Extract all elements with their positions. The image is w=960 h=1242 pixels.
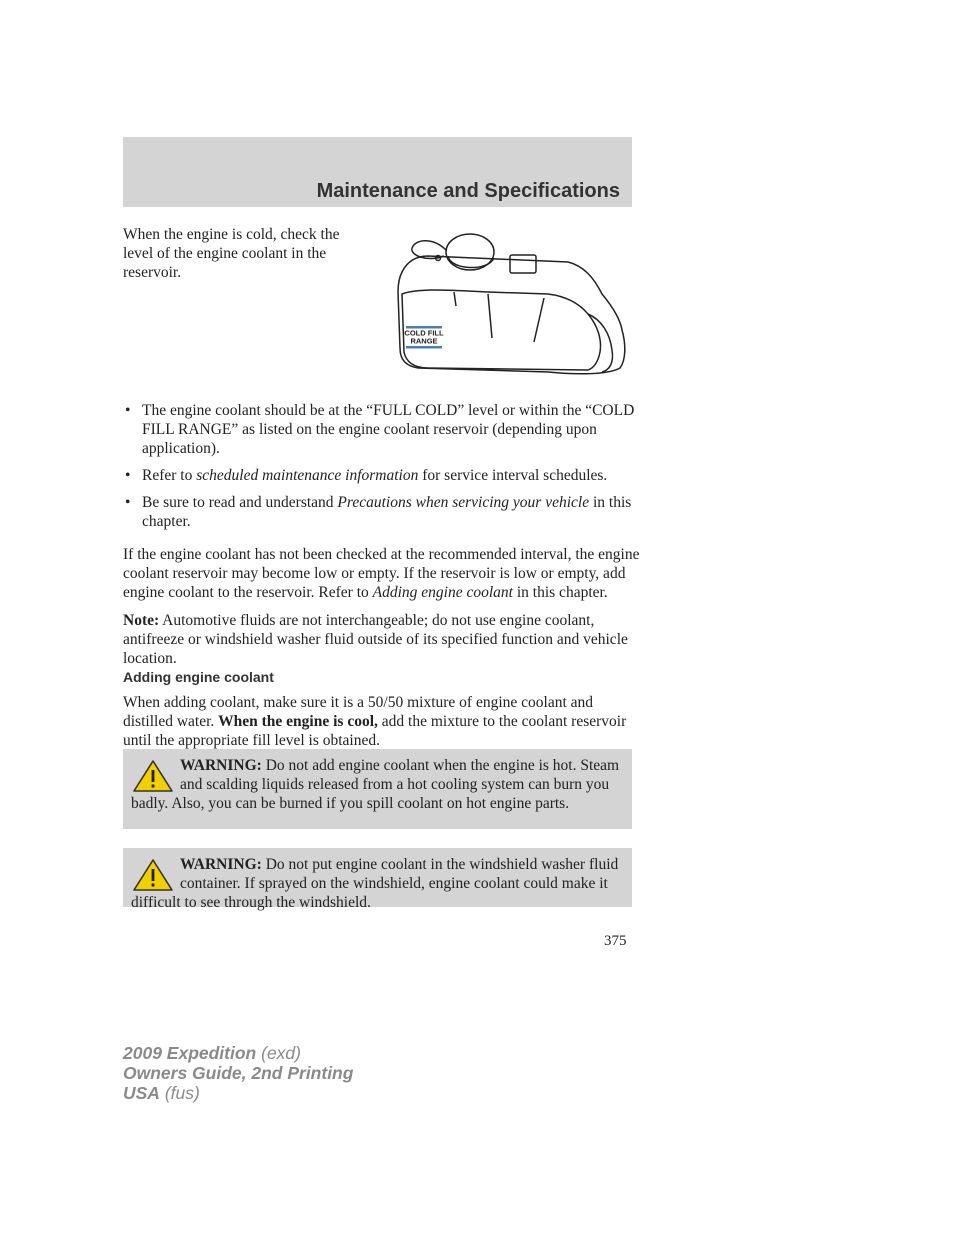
warning-triangle-icon (131, 758, 175, 794)
note-paragraph: Note: Automotive fluids are not interchangeable; do not use engine coolant, antifreeze or windshield washer fluid outside of its specified function and vehicle location. (123, 612, 628, 667)
list-item (123, 493, 643, 531)
warning-label: WARNING: (180, 856, 262, 873)
page-number: 375 (604, 933, 627, 949)
warning-label: WARNING: (180, 757, 262, 774)
list-item (123, 466, 643, 485)
bullet-text: Refer to (142, 467, 197, 484)
bullet-dot: • (125, 494, 131, 511)
warning-box (123, 749, 632, 829)
cross-reference: Precautions when servicing your vehicle (337, 494, 590, 511)
cross-reference: scheduled maintenance information (196, 467, 419, 484)
bullet-text: in this chapter. (142, 494, 632, 530)
bullet-list (123, 401, 643, 539)
bullet-dot: • (125, 402, 131, 419)
intro-paragraph: When the engine is cold, check the level of the engine coolant in the reservoir. (123, 226, 340, 281)
bullet-text: Be sure to read and understand (142, 494, 338, 511)
check-paragraph: If the engine coolant has not been checked at the recommended interval, the engine coolant reservoir may become low or empty. If the reservoir is low or empty, add engine coolant to the reservoir. Refer to Adding engine coolant in this chapter. (123, 546, 640, 601)
cross-reference: Adding engine coolant (372, 584, 513, 601)
adding-coolant-heading: Adding engine coolant (123, 669, 274, 685)
bullet-text: for service interval schedules. (418, 467, 608, 484)
warning-text: Do not add engine coolant when the engine is hot. Steam and scalding liquids released from a hot cooling system can burn you badly. Also, you can be burned if you spill coolant on hot engine parts. (131, 757, 620, 812)
cold-fill-label-line1: COLD FILL (404, 328, 444, 338)
bullet-dot: • (125, 467, 131, 484)
document-footer: 2009 Expedition (exd) Owners Guide, 2nd Printing USA (fus) (123, 1043, 354, 1103)
section-header-band (123, 137, 632, 207)
warning-triangle-icon (131, 857, 175, 893)
warning-box (123, 848, 632, 911)
warning-text: Do not put engine coolant in the windshield washer fluid container. If sprayed on the windshield, engine coolant could make it difficult to see through the windshield. (131, 856, 619, 911)
list-item (123, 401, 643, 458)
coolant-reservoir-illustration (388, 222, 632, 380)
cold-fill-label-line2: RANGE (410, 336, 438, 346)
note-label: Note: (123, 612, 160, 629)
section-title: Maintenance and Specifications (316, 180, 620, 202)
adding-paragraph: When adding coolant, make sure it is a 50/50 mixture of engine coolant and distilled water. When the engine is cool, add the mixture to the coolant reservoir until the appropriate fill level is obtained. (123, 694, 627, 749)
bullet-text: The engine coolant should be at the “FULL COLD” level or within the “COLD FILL RANGE” as listed on the engine coolant reservoir (depending upon application). (142, 402, 635, 457)
